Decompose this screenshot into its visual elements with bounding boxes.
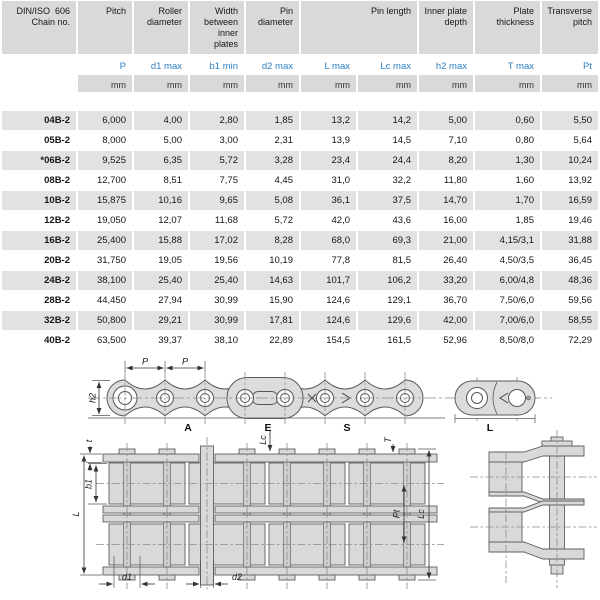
value-cell: 5,50 <box>542 111 598 130</box>
value-cell: 10,24 <box>542 151 598 170</box>
chain-no-label: Chain no. <box>31 16 70 27</box>
chain-no-cell: 12B-2 <box>2 211 76 230</box>
value-cell: 7,50/6,0 <box>475 291 540 310</box>
value-cell: 25,400 <box>78 231 132 250</box>
unit-cell: mm <box>419 75 473 92</box>
value-cell: 19,05 <box>134 251 188 270</box>
value-cell: 38,10 <box>190 331 244 350</box>
plate-thickness-t-label: t <box>84 439 94 443</box>
value-cell: 37,5 <box>358 191 417 210</box>
symbol-h2-max: h2 max <box>419 55 473 74</box>
value-cell: 5,08 <box>246 191 299 210</box>
value-cell: 14,5 <box>358 131 417 150</box>
value-cell: 12,07 <box>134 211 188 230</box>
value-cell: 19,46 <box>542 211 598 230</box>
value-cell: 124,6 <box>301 291 356 310</box>
value-cell: 58,55 <box>542 311 598 330</box>
value-cell: 15,90 <box>246 291 299 310</box>
value-cell: 19,050 <box>78 211 132 230</box>
cranked-link-drawing <box>470 430 597 588</box>
lc-right-dim-label: Lc <box>416 509 426 519</box>
value-cell: 23,4 <box>301 151 356 170</box>
value-cell: 1,60 <box>475 171 540 190</box>
chain-no-cell: 28B-2 <box>2 291 76 310</box>
value-cell: 31,0 <box>301 171 356 190</box>
value-cell: 154,5 <box>301 331 356 350</box>
header-pin-length: Pin length <box>301 1 417 54</box>
value-cell: 25,40 <box>190 271 244 290</box>
value-cell: 52,96 <box>419 331 473 350</box>
header-transverse-pitch: Transverse pitch <box>542 1 598 54</box>
value-cell: 1,85 <box>246 111 299 130</box>
unit-cell: mm <box>246 75 299 92</box>
value-cell: 17,81 <box>246 311 299 330</box>
unit-cell: mm <box>190 75 244 92</box>
value-cell: 72,29 <box>542 331 598 350</box>
value-cell: 36,45 <box>542 251 598 270</box>
value-cell: 36,70 <box>419 291 473 310</box>
value-cell: 8,51 <box>134 171 188 190</box>
value-cell: 14,2 <box>358 111 417 130</box>
value-cell: 14,70 <box>419 191 473 210</box>
value-cell: 13,2 <box>301 111 356 130</box>
symbol-pt: Pt <box>542 55 598 74</box>
chain-no-cell: 32B-2 <box>2 311 76 330</box>
header-pitch: Pitch <box>78 1 132 54</box>
section-s-label: S <box>343 422 351 434</box>
value-cell: 31,750 <box>78 251 132 270</box>
roller-dia-dim-label: d1 <box>121 572 133 582</box>
value-cell: 1,85 <box>475 211 540 230</box>
value-cell: 68,0 <box>301 231 356 250</box>
value-cell: 25,40 <box>134 271 188 290</box>
chain-no-cell: 04B-2 <box>2 111 76 130</box>
value-cell: 7,10 <box>419 131 473 150</box>
chain-no-cell: 16B-2 <box>2 231 76 250</box>
value-cell: 13,9 <box>301 131 356 150</box>
duplex-chain-plan-drawing <box>71 430 444 592</box>
value-cell: 44,450 <box>78 291 132 310</box>
value-cell: 43,6 <box>358 211 417 230</box>
value-cell: 10,19 <box>246 251 299 270</box>
value-cell: 31,88 <box>542 231 598 250</box>
value-cell: 129,6 <box>358 311 417 330</box>
chain-no-cell: 10B-2 <box>2 191 76 210</box>
pin-dia-dim-label: d2 <box>232 572 243 582</box>
value-cell: 10,16 <box>134 191 188 210</box>
value-cell: 5,72 <box>190 151 244 170</box>
value-cell: 11,80 <box>419 171 473 190</box>
value-cell: 1,30 <box>475 151 540 170</box>
value-cell: 42,00 <box>419 311 473 330</box>
value-cell: 22,89 <box>246 331 299 350</box>
value-cell: 101,7 <box>301 271 356 290</box>
value-cell: 8,000 <box>78 131 132 150</box>
header-roller-diameter: Roller diameter <box>134 1 188 54</box>
value-cell: 4,15/3,1 <box>475 231 540 250</box>
value-cell: 19,56 <box>190 251 244 270</box>
symbol-l-max: L max <box>301 55 356 74</box>
unit-cell: mm <box>542 75 598 92</box>
chain-no-cell: 40B-2 <box>2 331 76 350</box>
value-cell: 8,20 <box>419 151 473 170</box>
chain-no-cell: 24B-2 <box>2 271 76 290</box>
header-inner-plate-depth: Inner plate depth <box>419 1 473 54</box>
value-cell: 36,1 <box>301 191 356 210</box>
unit-cell: mm <box>358 75 417 92</box>
value-cell: 11,68 <box>190 211 244 230</box>
value-cell: 5,64 <box>542 131 598 150</box>
chain-no-cell: 08B-2 <box>2 171 76 190</box>
value-cell: 39,37 <box>134 331 188 350</box>
value-cell: 13,92 <box>542 171 598 190</box>
value-cell: 16,59 <box>542 191 598 210</box>
header-plate-thickness: Plate thickness <box>475 1 540 54</box>
value-cell: 16,00 <box>419 211 473 230</box>
value-cell: 24,4 <box>358 151 417 170</box>
value-cell: 161,5 <box>358 331 417 350</box>
value-cell: 32,2 <box>358 171 417 190</box>
value-cell: 50,800 <box>78 311 132 330</box>
value-cell: 0,60 <box>475 111 540 130</box>
standard-label: DIN/ISO 606 <box>16 6 70 16</box>
value-cell: 59,56 <box>542 291 598 310</box>
value-cell: 124,6 <box>301 311 356 330</box>
plate-thickness-T-label: T <box>383 437 393 443</box>
value-cell: 27,94 <box>134 291 188 310</box>
pin-length-dim-label: L <box>71 511 81 517</box>
value-cell: 33,20 <box>419 271 473 290</box>
symbol-d1-max: d1 max <box>134 55 188 74</box>
single-link-drawing <box>455 381 535 434</box>
value-cell: 4,00 <box>134 111 188 130</box>
value-cell: 8,28 <box>246 231 299 250</box>
symbol-t-max: T max <box>475 55 540 74</box>
value-cell: 63,500 <box>78 331 132 350</box>
value-cell: 77,8 <box>301 251 356 270</box>
transverse-pitch-dim-label: Pt <box>391 509 402 519</box>
value-cell: 7,00/6,0 <box>475 311 540 330</box>
link-l-label: L <box>486 422 494 434</box>
value-cell: 2,80 <box>190 111 244 130</box>
value-cell: 48,36 <box>542 271 598 290</box>
value-cell: 7,75 <box>190 171 244 190</box>
value-cell: 5,00 <box>419 111 473 130</box>
symbol-d2-max: d2 max <box>246 55 299 74</box>
value-cell: 15,88 <box>134 231 188 250</box>
unit-cell: mm <box>78 75 132 92</box>
unit-cell: mm <box>475 75 540 92</box>
value-cell: 129,1 <box>358 291 417 310</box>
unit-cell: mm <box>134 75 188 92</box>
section-a-label: A <box>184 422 192 434</box>
value-cell: 17,02 <box>190 231 244 250</box>
header-pin-diameter: Pin diameter <box>246 1 299 54</box>
value-cell: 15,875 <box>78 191 132 210</box>
value-cell: 69,3 <box>358 231 417 250</box>
value-cell: 81,5 <box>358 251 417 270</box>
symbol-p: P <box>78 55 132 74</box>
value-cell: 26,40 <box>419 251 473 270</box>
unit-cell: mm <box>301 75 356 92</box>
value-cell: 30,99 <box>190 311 244 330</box>
symbol-lc-max: Lc max <box>358 55 417 74</box>
value-cell: 106,2 <box>358 271 417 290</box>
value-cell: 4,45 <box>246 171 299 190</box>
pitch-dim-label-2: P <box>181 356 189 367</box>
value-cell: 6,000 <box>78 111 132 130</box>
value-cell: 9,65 <box>190 191 244 210</box>
section-e-label: E <box>264 422 272 434</box>
plate-depth-dim-label: h2 <box>87 392 98 404</box>
value-cell: 42,0 <box>301 211 356 230</box>
value-cell: 38,100 <box>78 271 132 290</box>
value-cell: 6,00/4,8 <box>475 271 540 290</box>
value-cell: 30,99 <box>190 291 244 310</box>
value-cell: 3,00 <box>190 131 244 150</box>
inner-width-dim-label: b1 <box>83 478 94 490</box>
value-cell: 6,35 <box>134 151 188 170</box>
value-cell: 2,31 <box>246 131 299 150</box>
value-cell: 12,700 <box>78 171 132 190</box>
value-cell: 21,00 <box>419 231 473 250</box>
symbol-b1-min: b1 min <box>190 55 244 74</box>
value-cell: 4,50/3,5 <box>475 251 540 270</box>
chain-no-cell: 05B-2 <box>2 131 76 150</box>
header-inner-width: Width between inner plates <box>190 1 244 54</box>
value-cell: 29,21 <box>134 311 188 330</box>
value-cell: 1,70 <box>475 191 540 210</box>
value-cell: 9,525 <box>78 151 132 170</box>
value-cell: 14,63 <box>246 271 299 290</box>
lc-top-dim-label: Lc <box>258 435 268 445</box>
pitch-dim-label-1: P <box>141 356 149 367</box>
chain-no-cell: 20B-2 <box>2 251 76 270</box>
value-cell: 3,28 <box>246 151 299 170</box>
value-cell: 8,50/8,0 <box>475 331 540 350</box>
value-cell: 5,72 <box>246 211 299 230</box>
value-cell: 0,80 <box>475 131 540 150</box>
value-cell: 5,00 <box>134 131 188 150</box>
chain-no-cell: *06B-2 <box>2 151 76 170</box>
